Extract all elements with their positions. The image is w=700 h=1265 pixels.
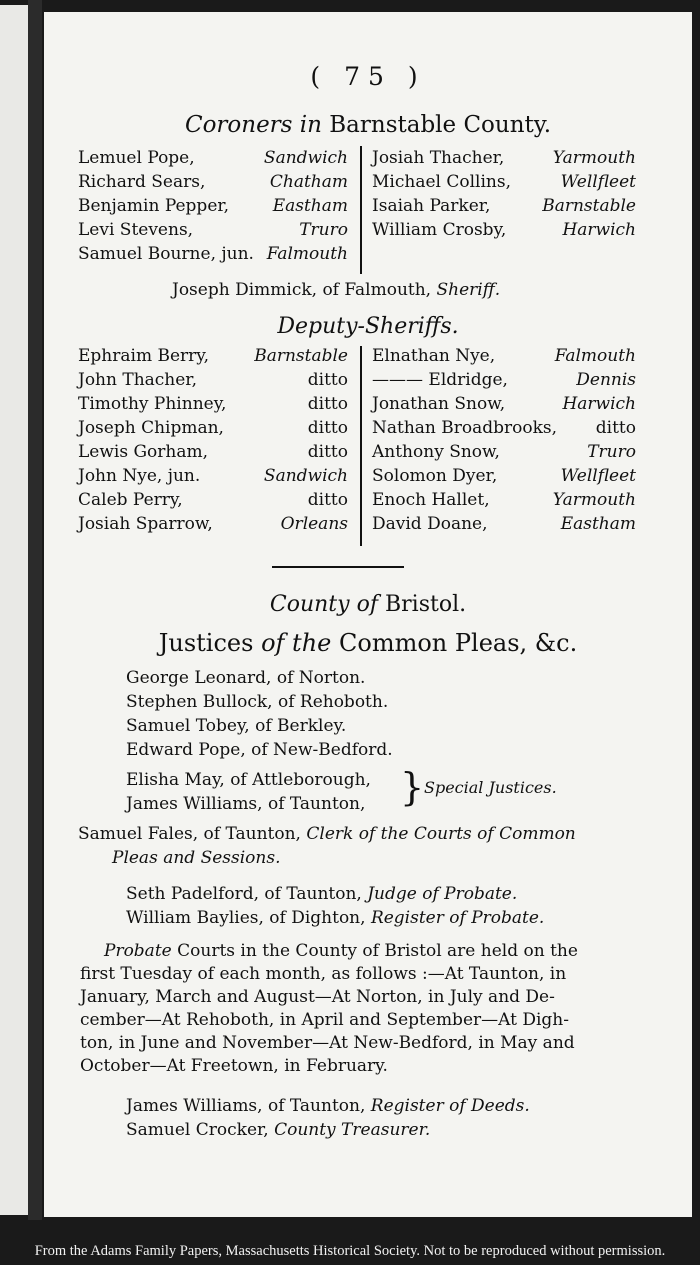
coroners-heading (44, 112, 692, 138)
coroner-row: Richard Sears, Chatham (78, 172, 348, 192)
deputy-row: Anthony Snow, Truro (372, 442, 636, 462)
clerk-line-continued: Pleas and Sessions. (112, 848, 281, 868)
book-gutter (28, 0, 42, 1220)
coroner-row: Levi Stevens, Truro (78, 220, 348, 240)
register-of-probate-line: William Baylies, of Dighton, Register of Probate. (126, 908, 545, 928)
judge-of-probate-line: Seth Padelford, of Taunton, Judge of Probate. (126, 884, 518, 904)
justice-line: George Leonard, of Norton. (126, 668, 366, 688)
coroner-row: Lemuel Pope, Sandwich (78, 148, 348, 168)
deputy-row: Josiah Sparrow, Orleans (78, 514, 348, 534)
sheriff-title: Sheriff. (436, 280, 501, 300)
special-justice-line: Elisha May, of Attleborough, (126, 770, 371, 790)
coroner-row: William Crosby, Harwich (372, 220, 636, 240)
sheriff-line (172, 280, 500, 300)
deputy-row: Elnathan Nye, Falmouth (372, 346, 636, 366)
coroner-row: Samuel Bourne, jun. Falmouth (78, 244, 348, 264)
page-number: ( 75 ) (310, 62, 426, 91)
deputy-row: Jonathan Snow, Harwich (372, 394, 636, 414)
justices-heading: Justices of the Common Pleas, &c. (158, 629, 578, 657)
coroner-row: Josiah Thacher, Yarmouth (372, 148, 636, 168)
brace-glyph: } (400, 765, 425, 809)
deputy-row: Caleb Perry, ditto (78, 490, 348, 510)
deputy-row: ——— Eldridge, Dennis (372, 370, 636, 390)
bristol-county-heading: County of Bristol. (269, 592, 467, 617)
special-justices-label: Special Justices. (424, 778, 557, 797)
section-divider (272, 566, 404, 568)
deputy-row: Solomon Dyer, Wellfleet (372, 466, 636, 486)
county-treasurer-line: Samuel Crocker, County Treasurer. (126, 1120, 431, 1140)
deputy-row: David Doane, Eastham (372, 514, 636, 534)
coroner-row: Benjamin Pepper, Eastham (78, 196, 348, 216)
deputy-row: Joseph Chipman, ditto (78, 418, 348, 438)
probate-paragraph: Probate Courts in the County of Bristol are held on the first Tuesday of each month, as follows :—At Taunton, in January, March and August—At Norton, in July and De- cember—At Rehoboth, in April and September—At Digh- ton, in June and November—At New-Bedford, in May and October—At Freetown, in February. (80, 941, 578, 1076)
deputy-row: John Thacher, ditto (78, 370, 348, 390)
deputy-row: Lewis Gorham, ditto (78, 442, 348, 462)
special-justice-line: James Williams, of Taunton, (126, 794, 366, 814)
deputy-row: John Nye, jun. Sandwich (78, 466, 348, 486)
justice-line: Samuel Tobey, of Berkley. (126, 716, 347, 736)
justice-line: Stephen Bullock, of Rehoboth. (126, 692, 389, 712)
deputies-column-divider (360, 346, 362, 546)
deputy-row: Timothy Phinney, ditto (78, 394, 348, 414)
deputy-sheriffs-heading: Deputy-Sheriffs. (277, 314, 459, 339)
coroner-row: Isaiah Parker, Barnstable (372, 196, 636, 216)
justice-line: Edward Pope, of New-Bedford. (126, 740, 393, 760)
coroners-column-divider (360, 146, 362, 274)
clerk-line: Samuel Fales, of Taunton, Clerk of the Courts of Common (78, 824, 576, 844)
document-page (44, 12, 692, 1217)
deputy-row: Ephraim Berry, Barnstable (78, 346, 348, 366)
deputy-row: Enoch Hallet, Yarmouth (372, 490, 636, 510)
sheriff-name: Joseph Dimmick, of Falmouth, (172, 280, 432, 300)
register-of-deeds-line: James Williams, of Taunton, Register of Deeds. (126, 1096, 530, 1116)
coroners-heading-prefix: Coroners in (184, 112, 322, 138)
deputy-row: Nathan Broadbrooks, ditto (372, 418, 636, 438)
copyright-footer: From the Adams Family Papers, Massachusetts Historical Society. Not to be reproduced without permission. (34, 1243, 666, 1259)
coroner-row: Michael Collins, Wellfleet (372, 172, 636, 192)
coroners-heading-suffix: Barnstable County. (329, 112, 552, 138)
